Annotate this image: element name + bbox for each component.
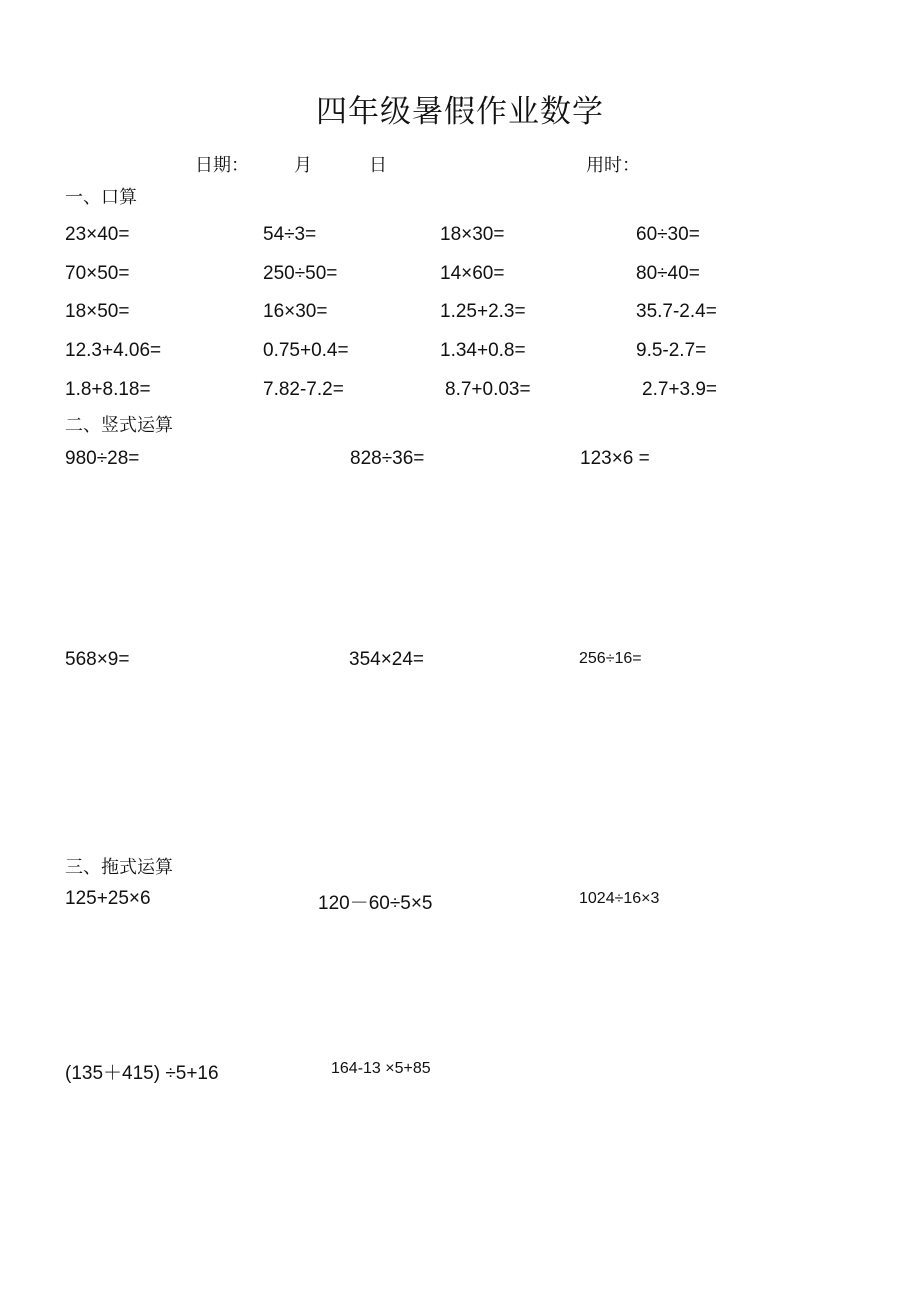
problem: 16×30=: [263, 301, 328, 322]
problem: 828÷36=: [350, 448, 425, 469]
problem: 80÷40=: [636, 263, 700, 284]
problem: 8.7+0.03=: [445, 379, 531, 400]
problem: 0.75+0.4=: [263, 340, 349, 361]
problem: (135＋415) ÷5+16: [65, 1063, 219, 1084]
problem: 125+25×6: [65, 888, 151, 909]
problem: 354×24=: [349, 649, 425, 670]
page-title: 四年级暑假作业数学: [316, 94, 604, 130]
problem: 250÷50=: [263, 263, 338, 284]
section-heading-vertical-calc: 二、竖式运算: [65, 415, 173, 436]
problem: 70×50=: [65, 263, 130, 284]
problem: 9.5-2.7=: [636, 340, 707, 361]
month-label: 月: [294, 155, 312, 176]
problem: 18×30=: [440, 224, 505, 245]
problem: 12.3+4.06=: [65, 340, 162, 361]
problem: 256÷16=: [579, 650, 642, 667]
problem: 120－60÷5×5: [318, 893, 433, 914]
problem: 35.7-2.4=: [636, 301, 717, 322]
problem: 1024÷16×3: [579, 890, 660, 907]
time-label: 用时：: [586, 155, 640, 176]
problem: 54÷3=: [263, 224, 317, 245]
problem: 23×40=: [65, 224, 130, 245]
problem: 60÷30=: [636, 224, 700, 245]
problem: 164-13 ×5+85: [331, 1060, 431, 1077]
problem: 18×50=: [65, 301, 130, 322]
section-heading-step-calc: 三、拖式运算: [65, 857, 173, 878]
problem: 980÷28=: [65, 448, 140, 469]
problem: 123×6 =: [580, 448, 650, 469]
problem: 7.82-7.2=: [263, 379, 344, 400]
problem: 1.8+8.18=: [65, 379, 151, 400]
problem: 1.34+0.8=: [440, 340, 526, 361]
date-label: 日期：: [195, 155, 249, 176]
problem: 1.25+2.3=: [440, 301, 526, 322]
section-heading-mental-math: 一、口算: [65, 187, 137, 208]
problem: 14×60=: [440, 263, 505, 284]
problem: 2.7+3.9=: [642, 379, 718, 400]
problem: 568×9=: [65, 649, 130, 670]
day-label: 日: [369, 155, 387, 176]
